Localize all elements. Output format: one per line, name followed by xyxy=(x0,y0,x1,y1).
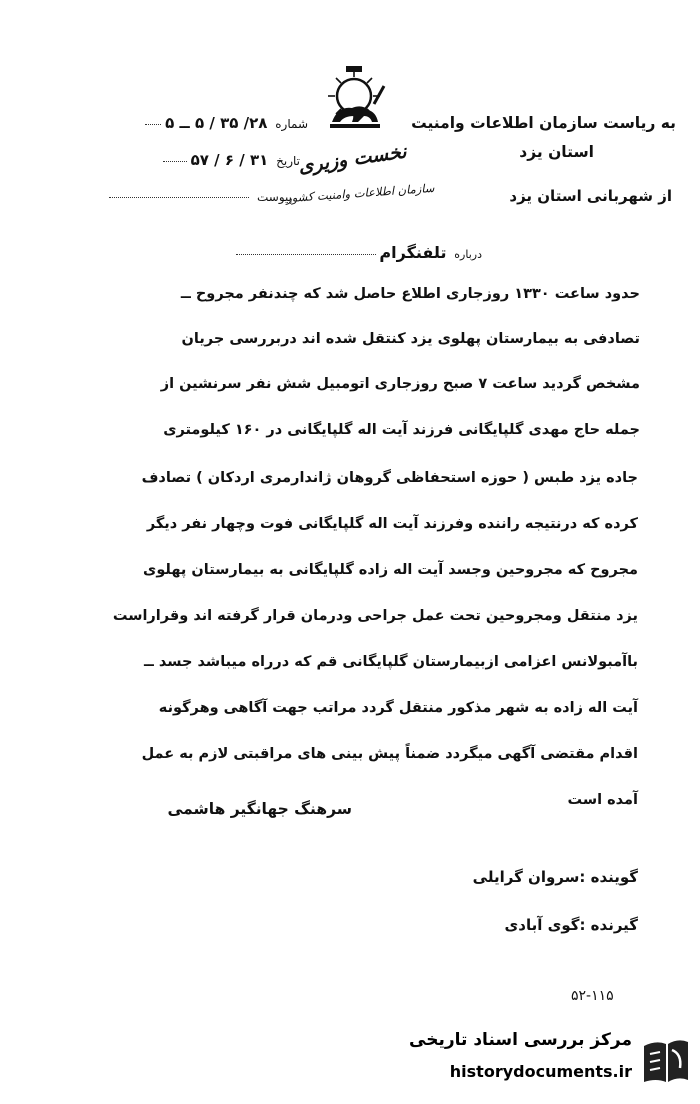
stamp-top-text: نخست وزیری xyxy=(296,140,408,178)
history-documents-logo-icon xyxy=(638,1032,692,1088)
lion-and-sun-emblem-icon xyxy=(318,66,390,136)
body-line: مشخص گردید ساعت ۷ صبح روزجاری اتومبیل شش نفر سرنشین از xyxy=(160,376,640,392)
body-line: اقدام مقتضی آگهی میگردد ضمناً پیش بینی های مراقبتی لازم به عمل xyxy=(141,746,638,762)
date-row xyxy=(163,151,300,169)
body-line: حدود ساعت ۱۳۳۰ روزجاری اطلاع حاصل شد که چندنفر مجروح ــ xyxy=(180,286,640,302)
watermark-url: historydocuments.ir xyxy=(449,1062,632,1081)
addressee-line-2: استان یزد xyxy=(519,143,594,161)
watermark-title: مرکز بررسی اسناد تاریخی xyxy=(409,1030,632,1050)
subject-row xyxy=(236,243,482,262)
body-line: جاده یزد طبس ( حوزه استحفاظی گروهان ژاندارمری اردکان ) تصادف xyxy=(141,470,638,486)
attachment-row xyxy=(109,190,292,204)
speaker-line: گوینده :سروان گرایلی xyxy=(472,868,638,886)
subject-label: درباره xyxy=(454,248,482,261)
body-line: تصادفی به بیمارستان پهلوی یزد کنتقل شده اند دربررسی جریان xyxy=(181,331,640,347)
reference-number: ۵۲-۱۱۵ xyxy=(571,988,614,1004)
addressee-line-1: به ریاست سازمان اطلاعات وامنیت xyxy=(411,114,676,132)
number-label: شماره xyxy=(275,117,308,131)
body-line: باآمبولانس اعزامی ازبیمارستان گلپایگانی قم که درراه میباشد جسد ــ xyxy=(143,654,638,670)
body-line: جمله حاج مهدی گلپایگانی فرزند آیت اله گلپایگانی در ۱۶۰ کیلومتری xyxy=(163,422,640,438)
body-line: یزد منتقل ومجروحین تحت عمل جراحی ودرمان قرار گرفته اند وقراراست xyxy=(112,608,638,624)
receiver-line: گیرنده :گوی آبادی xyxy=(504,916,638,934)
body-line: مجروح که مجروحین وجسد آیت اله زاده گلپایگانی به بیمارستان پهلوی xyxy=(143,562,638,578)
signature-name: سرهنگ جهانگیر هاشمی xyxy=(167,800,352,818)
subject-value: تلفنگرام xyxy=(379,243,447,262)
number-row xyxy=(145,114,308,132)
body-line: آمده است xyxy=(567,792,638,808)
stamp-bottom-text: سازمان اطلاعات وامنیت کشور xyxy=(285,180,435,206)
body-line: کرده که درنتیجه راننده وفرزند آیت اله گلپایگانی فوت وچهار نفر دیگر xyxy=(146,516,638,532)
body-line: آیت اله زاده به شهر مذکور منتقل گردد مراتب جهت آگاهی وهرگونه xyxy=(158,700,638,716)
number-value: ۲۸/ ۳۵ / ۵ ــ ۵ xyxy=(165,114,268,132)
date-value: ۳۱ / ۶ / ۵۷ xyxy=(190,151,269,169)
from-line: از شهربانی استان یزد xyxy=(509,187,672,205)
attachment-label: پیوست xyxy=(257,190,292,204)
watermark xyxy=(410,1026,700,1104)
date-label: تاریخ xyxy=(276,154,300,168)
